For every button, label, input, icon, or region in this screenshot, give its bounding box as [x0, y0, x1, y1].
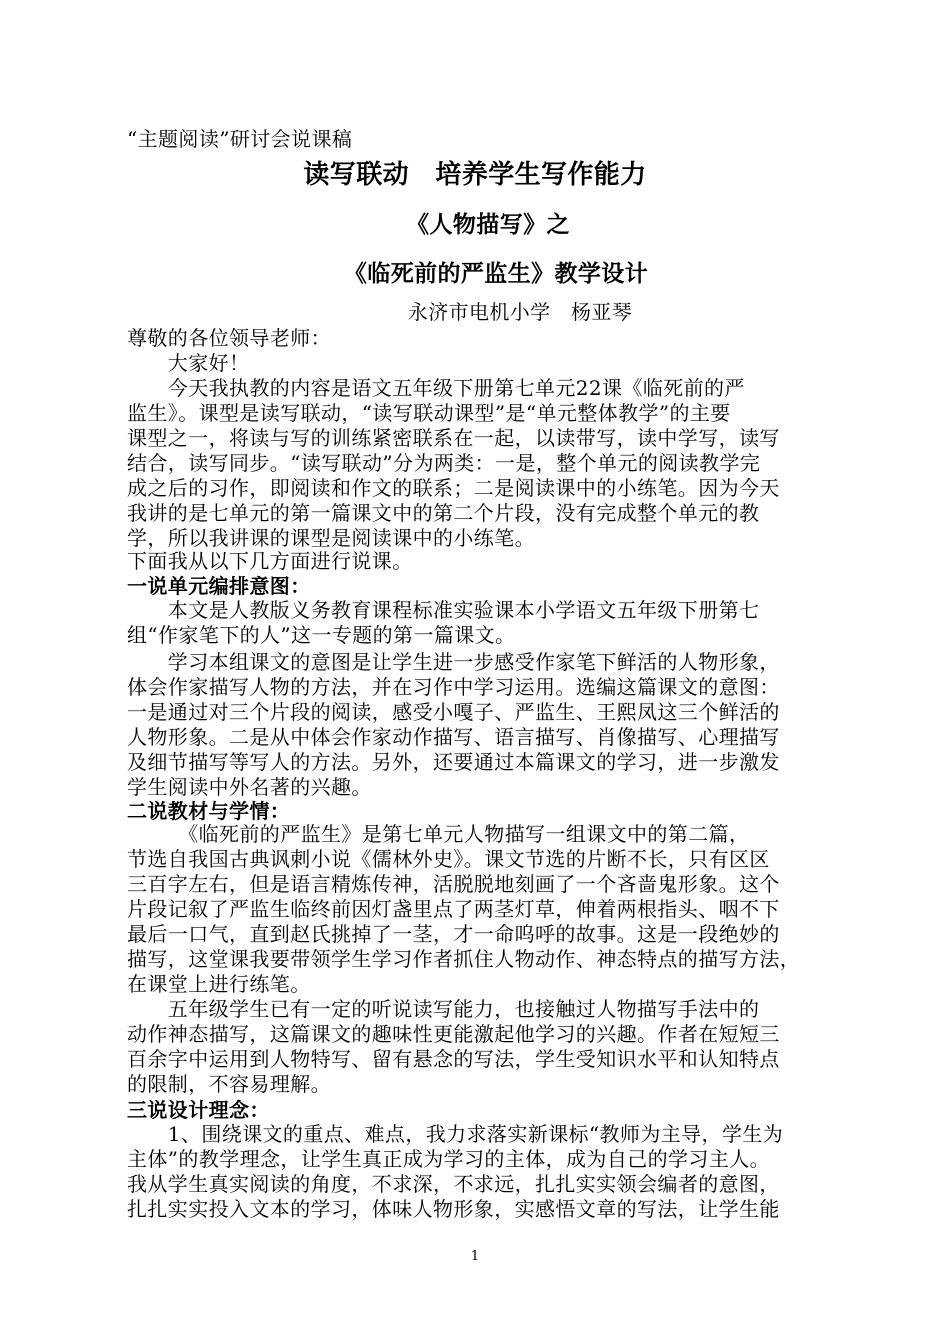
- document-subtitle-1: 《人物描写》之: [406, 212, 570, 238]
- body-line: 一是通过对三个片段的阅读，感受小嘎子、严监生、王熙凤这三个鲜活的: [127, 700, 780, 724]
- body-line: 百余字中运用到人物特写、留有悬念的写法，学生受知识水平和认知特点: [127, 1047, 780, 1071]
- body-line: 我讲的是七单元的第一篇课文中的第二个片段，没有完成整个单元的教: [127, 501, 760, 525]
- body-line: 片段记叙了严监生临终前因灯盏里点了两茎灯草，伸着两根指头、咽不下: [127, 897, 780, 921]
- body-line: 结合，读写同步。“读写联动”分为两类：一是，整个单元的阅读教学完: [127, 451, 761, 475]
- header-line: “主题阅读”研讨会说课稿: [127, 127, 353, 151]
- body-line: 扎扎实实投入文本的学习，体味人物形象，实感悟文章的写法，让学生能: [127, 1197, 780, 1221]
- body-line: 监生》。课型是读写联动，“读写联动课型”是“单元整体教学”的主要: [127, 401, 731, 425]
- section-heading-3: 三说设计理念：: [127, 1098, 270, 1122]
- body-line: 本文是人教版义务教育课程标准实验课本小学语文五年级下册第七: [127, 598, 760, 622]
- body-line: 今天我执教的内容是语文五年级下册第七单元22课《临死前的严: [127, 376, 745, 400]
- section-heading-2: 二说教材与学情：: [127, 799, 291, 823]
- body-line: 学生阅读中外名著的兴趣。: [127, 775, 372, 799]
- document-title: 读写联动 培养学生写作能力: [303, 160, 647, 190]
- body-line: 主体”的教学理念，让学生真正成为学习的主体，成为自己的学习主人。: [127, 1147, 771, 1171]
- body-line: 描写，这堂课我要带领学生学习作者抓住人物动作、神态特点的描写方法，: [127, 947, 801, 971]
- page-number: 1: [470, 1249, 480, 1264]
- body-line: 1、围绕课文的重点、难点，我力求落实新课标“教师为主导，学生为: [127, 1122, 784, 1146]
- body-line: 的限制，不容易理解。: [127, 1072, 331, 1096]
- body-line: 尊敬的各位领导老师：: [127, 326, 331, 350]
- body-line: 动作神态描写，这篇课文的趣味性更能激起他学习的兴趣。作者在短短三: [127, 1022, 780, 1046]
- body-line: 人物形象。二是从中体会作家动作描写、语言描写、肖像描写、心理描写: [127, 725, 780, 749]
- body-line: 大家好！: [127, 351, 250, 375]
- author-line: 永济市电机小学 杨亚琴: [407, 300, 633, 324]
- body-line: 体会作家描写人物的方法，并在习作中学习运用。选编这篇课文的意图：: [127, 675, 780, 699]
- body-line: 在课堂上进行练笔。: [127, 972, 311, 996]
- body-line: 节选自我国古典讽刺小说《儒林外史》。课文节选的片断不长，只有区区: [127, 847, 770, 871]
- section-heading-1: 一说单元编排意图：: [127, 574, 311, 598]
- body-line: 课型之一，将读与写的训练紧密联系在一起，以读带写，读中学写，读写: [127, 426, 780, 450]
- body-line: 学，所以我讲课的课型是阅读课中的小练笔。: [127, 526, 535, 550]
- body-line: 学习本组课文的意图是让学生进一步感受作家笔下鲜活的人物形象，: [127, 650, 780, 674]
- body-line: 组“作家笔下的人”这一专题的第一篇课文。: [127, 623, 516, 647]
- document-subtitle-2: 《临死前的严监生》教学设计: [343, 261, 649, 287]
- body-line: 《临死前的严监生》是第七单元人物描写一组课文中的第二篇，: [127, 822, 750, 846]
- body-line: 最后一口气，直到赵氏挑掉了一茎，才一命呜呼的故事。这是一段绝妙的: [127, 922, 780, 946]
- body-line: 五年级学生已有一定的听说读写能力，也接触过人物描写手法中的: [127, 997, 760, 1021]
- body-line: 下面我从以下几方面进行说课。: [127, 549, 413, 573]
- body-line: 我从学生真实阅读的角度，不求深，不求远，扎扎实实领会编者的意图，: [127, 1172, 780, 1196]
- body-line: 成之后的习作，即阅读和作文的联系；二是阅读课中的小练笔。因为今天: [127, 476, 780, 500]
- body-line: 及细节描写等写人的方法。另外，还要通过本篇课文的学习，进一步激发: [127, 750, 780, 774]
- body-line: 三百字左右，但是语言精炼传神，活脱脱地刻画了一个吝啬鬼形象。这个: [127, 872, 780, 896]
